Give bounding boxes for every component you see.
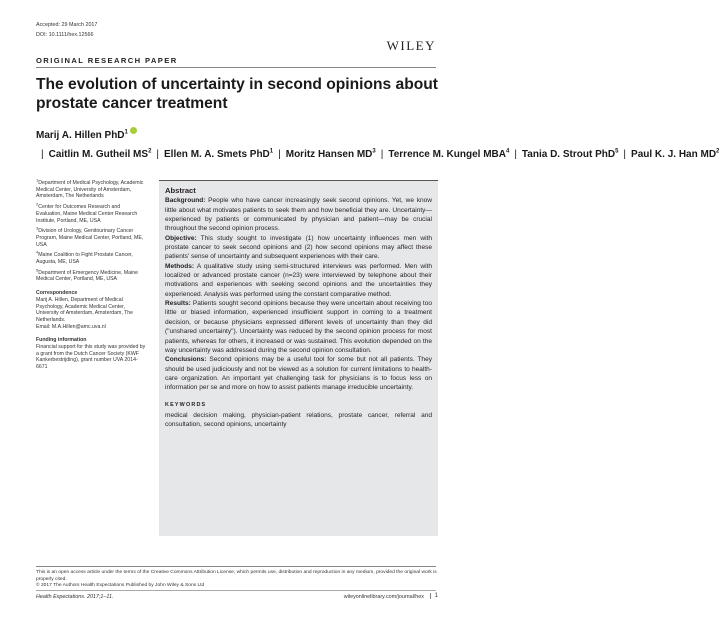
abstract-section-text: Patients sought second opinions because they were uncertain about receiving too little or biased information, experienced insufficient support in coming to a treatment decision, or because physicians expressed different levels of uncertainty than they did ("unshared uncertainty"). Uncertainty was reduced by the second opinion process for most patients, whereas for others, it increased or was sustained. This evolution depended on the way uncertainty was addressed during the second opinion consultation. [165, 300, 432, 354]
author-name: Paul K. J. Han MD [631, 149, 717, 160]
author-name: Ellen M. A. Smets PhD [164, 149, 270, 160]
affiliation [36, 201, 146, 224]
author[interactable] [631, 149, 719, 160]
affiliation-number: 4 [36, 249, 39, 255]
keywords-label: KEYWORDS [165, 401, 207, 408]
affiliation-number: 5 [36, 267, 39, 272]
affiliation [36, 249, 146, 266]
abstract-section [165, 234, 432, 262]
author-separator: | [156, 149, 160, 160]
article-title: The evolution of uncertainty in second opinions about prostate cancer treatment [36, 76, 438, 112]
abstract-section-text: This study sought to investigate (1) how uncertainty influences men with prostate cancer to seek second opinions and (2) how second opinions may affect these patients' sense of uncertainty and subsequent experiences with their care. [165, 234, 432, 261]
author-affiliation-number: 5 [615, 148, 619, 155]
affiliation-text: Department of Medical Psychology, Academic Medical Center, University of Amsterdam, Amsterdam, The Netherlands [36, 180, 144, 200]
bottom-divider [36, 590, 436, 591]
abstract-section-label: Methods: [165, 262, 195, 270]
orcid-icon[interactable] [130, 127, 137, 134]
author-list [36, 126, 719, 164]
abstract-section [165, 299, 432, 355]
license-notes [36, 570, 446, 590]
affiliation-text: Center for Outcomes Research and Evaluation, Maine Medical Center Research Institute, Portland, ME, USA [36, 204, 138, 224]
author-affiliation-number: 1 [124, 129, 128, 136]
affiliation [36, 225, 146, 248]
abstract-heading: Abstract [165, 186, 196, 195]
author-affiliation-number: 3 [372, 148, 376, 155]
journal-url[interactable]: wileyonlinelibrary.com/journal/hex [343, 594, 424, 600]
author-name: Terrence M. Kungel MBA [388, 149, 506, 160]
author-affiliation-number: 2 [716, 148, 719, 155]
author-separator: | [380, 149, 384, 160]
funding-label: Funding information [36, 337, 87, 344]
abstract-section-text: People who have cancer increasingly seek second opinions. Yet, we know little about what motivates patients to seek them and how beneficial they are. Uncertainty—experienced by patients or communicated by physician and patient—may be crucial throughout the second opinion process. [165, 197, 432, 233]
article-info-column [36, 177, 146, 371]
abstract-section [165, 196, 432, 233]
affiliation [36, 267, 146, 283]
abstract-section-label: Background: [165, 197, 206, 205]
section-label: ORIGINAL RESEARCH PAPER [36, 56, 178, 65]
author[interactable] [522, 149, 619, 160]
correspondence-email[interactable]: Email: M.A.Hillen@amc.uva.nl [36, 323, 106, 330]
author-name: Caitlin M. Gutheil MS [48, 149, 149, 160]
license-text: This is an open access article under the terms of the Creative Commons Attribution License, which permits use, distribution and reproduction in any medium, provided the original work is properly cited. [36, 570, 437, 582]
correspondence-label: Correspondence [36, 290, 78, 297]
abstract-section-text: Second opinions may be a useful tool for some but not all patients. They should be used judiciously and not be viewed as a solution for current limitations to health-care organization. An important yet challenging task for physicians is to focus less on information per se and more on how to assist patients manage irreducible uncertainty. [165, 356, 432, 392]
copyright-text: © 2017 The Authors Health Expectations Published by John Wiley & Sons Ltd [36, 583, 205, 589]
funding-text: Financial support for this study was provided by a grant from the Dutch Cancer Society (KWF Kankerbestrijding), grant number UVA 2014-6671 [36, 344, 146, 371]
author-affiliation-number: 2 [148, 148, 152, 155]
footer-divider [36, 566, 436, 567]
author-name: Moritz Hansen MD [285, 149, 373, 160]
abstract-section-label: Results: [165, 300, 191, 308]
abstract-box [159, 180, 438, 536]
accepted-date: Accepted: 29 March 2017 [36, 22, 98, 28]
author[interactable] [164, 149, 273, 160]
affiliation-number: 2 [36, 201, 39, 207]
affiliation-number: 3 [36, 225, 39, 231]
author-separator: | [278, 149, 281, 160]
affiliation-text: Division of Urology, Genitourinary Cancer Program, Maine Medical Center, Portland, ME, USA [36, 228, 144, 248]
abstract-section-label: Objective: [165, 234, 197, 242]
affiliation-text: Maine Coalition to Fight Prostate Cancer, Augusta, ME, USA [36, 252, 133, 266]
author[interactable] [49, 149, 152, 160]
abstract-section [165, 355, 432, 392]
header-divider [36, 67, 436, 68]
abstract-section [165, 262, 432, 299]
keywords-text: medical decision making, physician-patient relations, prostate cancer, referral and consultation, second opinions, uncertainty [165, 411, 432, 429]
author-affiliation-number: 4 [505, 148, 510, 155]
affiliation-text: Department of Emergency Medicine, Maine Medical Center, Portland, ME, USA [36, 269, 138, 283]
affiliation [36, 177, 146, 200]
affiliation-number: 1 [36, 177, 39, 183]
affiliations [36, 177, 146, 283]
author-separator: | [514, 149, 517, 160]
abstract-body [165, 196, 432, 392]
author-name: Tania D. Strout PhD [521, 149, 616, 160]
journal-citation: Health Expectations. 2017;1–11. [36, 594, 114, 600]
abstract-section-label: Conclusions: [165, 356, 207, 364]
author-separator: | [623, 149, 627, 160]
author[interactable] [388, 149, 509, 160]
author[interactable] [286, 149, 376, 160]
author-separator: | [41, 149, 44, 160]
publisher-logo: WILEY [386, 38, 436, 53]
correspondence-text: Marij A. Hillen, Department of Medical Psychology, Academic Medical Center, University of Amsterdam, Amsterdam, The Netherlands. [36, 296, 134, 323]
author-affiliation-number: 1 [269, 148, 274, 155]
author-name: Marij A. Hillen PhD [36, 130, 125, 141]
author[interactable] [36, 130, 137, 141]
doi[interactable]: DOI: 10.1111/hex.12566 [36, 32, 94, 38]
page-number: 1 [430, 593, 438, 599]
abstract-section-text: A qualitative study using semi-structured interviews was performed. Men with localized or advanced prostate cancer (n=23) were interviewed by telephone about their motivations and experiences with seeking second opinions and the uncertainties they experienced. Analysis was performed using the constant comparative method. [165, 262, 432, 298]
